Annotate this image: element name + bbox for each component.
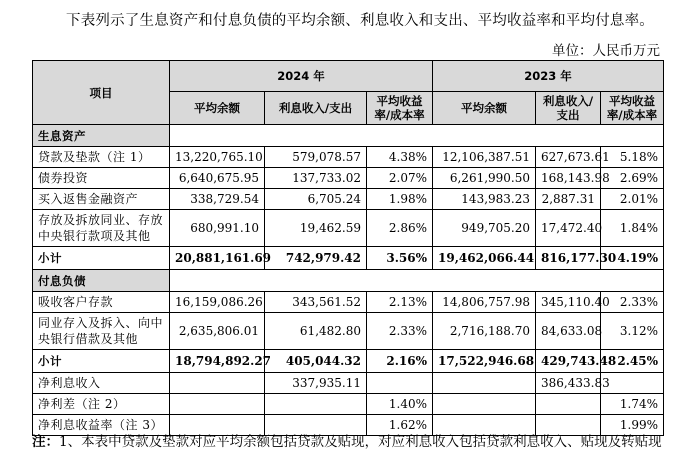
cell-interest-2023: 345,110.40 xyxy=(536,292,601,313)
footnote-text: 1、本表中贷款及垫款对应平均余额包括贷款及贴现，对应利息收入包括贷款利息收入、贴现及转贴现 xyxy=(59,434,662,450)
cell-avg-2024: 20,881,161.69 xyxy=(170,247,265,270)
cell-rate-2024: 1.98% xyxy=(367,189,433,210)
cell-interest-2023: 429,743.48 xyxy=(536,350,601,373)
cell-avg-2023: 143,983.23 xyxy=(433,189,536,210)
subtotal-row-liabilities xyxy=(33,350,664,373)
cell-avg-2024: 16,159,086.26 xyxy=(170,292,265,313)
cell-interest-2023: 816,177.30 xyxy=(536,247,601,270)
cell-interest-2024: 742,979.42 xyxy=(265,247,367,270)
cell-rate-2023: 1.74% xyxy=(601,394,664,415)
header-rate-2023: 平均收益 率/成本率 xyxy=(601,92,664,125)
cell-rate-2023: 1.84% xyxy=(601,210,664,247)
cell-rate-2023: 1.99% xyxy=(601,415,664,436)
header-year-2024: 2024 年 xyxy=(170,61,433,92)
table-row xyxy=(33,313,664,350)
header-rate-2024: 平均收益 率/成本率 xyxy=(367,92,433,125)
cell-rate-2024: 4.38% xyxy=(367,147,433,168)
cell-interest-2023: 386,433.83 xyxy=(536,373,601,394)
table-row xyxy=(33,292,664,313)
cell-rate-2024: 2.33% xyxy=(367,313,433,350)
cell-rate-2023: 2.01% xyxy=(601,189,664,210)
cell-interest-2023: 168,143.98 xyxy=(536,168,601,189)
row-label: 净利息收益率（注 3） xyxy=(33,415,170,436)
cell-interest-2024: 61,482.80 xyxy=(265,313,367,350)
row-label: 同业存入及拆入、向中央银行借款及其他 xyxy=(33,313,170,350)
cell-interest-2023: 627,673.61 xyxy=(536,147,601,168)
cell-rate-2023: 2.33% xyxy=(601,292,664,313)
cell-avg-2023: 12,106,387.51 xyxy=(433,147,536,168)
section-row-liabilities xyxy=(33,270,664,292)
row-label: 净利差（注 2） xyxy=(33,394,170,415)
cell-avg-2023: 19,462,066.44 xyxy=(433,247,536,270)
cell-interest-2024: 579,078.57 xyxy=(265,147,367,168)
cell-rate-2024: 1.40% xyxy=(367,394,433,415)
cell-interest-2024: 405,044.32 xyxy=(265,350,367,373)
cell-interest-2024: 343,561.52 xyxy=(265,292,367,313)
cell-avg-2023: 14,806,757.98 xyxy=(433,292,536,313)
cell-avg-2024: 13,220,765.10 xyxy=(170,147,265,168)
cell-interest-2024: 137,733.02 xyxy=(265,168,367,189)
section-row-assets xyxy=(33,125,664,147)
table-row xyxy=(33,210,664,247)
cell-avg-2023: 2,716,188.70 xyxy=(433,313,536,350)
subtotal-row-assets xyxy=(33,247,664,270)
cell-interest-2023: 84,633.08 xyxy=(536,313,601,350)
cell-avg-2024: 6,640,675.95 xyxy=(170,168,265,189)
cell-avg-2023: 949,705.20 xyxy=(433,210,536,247)
header-avg-2023: 平均余额 xyxy=(433,92,536,125)
cell-rate-2023: 4.19% xyxy=(601,247,664,270)
cell-avg-2024: 18,794,892.27 xyxy=(170,350,265,373)
cell-rate-2023: 2.45% xyxy=(601,350,664,373)
header-year-2023: 2023 年 xyxy=(433,61,664,92)
cell-rate-2024: 2.13% xyxy=(367,292,433,313)
cell-rate-2023: 5.18% xyxy=(601,147,664,168)
header-avg-2024: 平均余额 xyxy=(170,92,265,125)
cell-rate-2024: 3.56% xyxy=(367,247,433,270)
table-row xyxy=(33,189,664,210)
cell-interest-2023: 2,887.31 xyxy=(536,189,601,210)
cell-interest-2023: 17,472.40 xyxy=(536,210,601,247)
row-label: 小计 xyxy=(33,350,170,373)
cell-avg-2024: 2,635,806.01 xyxy=(170,313,265,350)
table-row xyxy=(33,168,664,189)
row-label: 债券投资 xyxy=(33,168,170,189)
table-row xyxy=(33,147,664,168)
net-interest-income-row xyxy=(33,373,664,394)
cell-avg-2024: 680,991.10 xyxy=(170,210,265,247)
cell-avg-2023: 17,522,946.68 xyxy=(433,350,536,373)
cell-avg-2023: 6,261,990.50 xyxy=(433,168,536,189)
cell-rate-2024: 1.62% xyxy=(367,415,433,436)
footnote-head: 注： xyxy=(32,434,59,450)
cell-rate-2023: 2.69% xyxy=(601,168,664,189)
section-title-liabilities: 付息负债 xyxy=(33,270,170,292)
cell-interest-2024: 19,462.59 xyxy=(265,210,367,247)
header-interest-2023: 利息收入/ 支出 xyxy=(536,92,601,125)
row-label: 买入返售金融资产 xyxy=(33,189,170,210)
cell-rate-2024: 2.07% xyxy=(367,168,433,189)
row-label: 存放及拆放同业、存放中央银行款项及其他 xyxy=(33,210,170,247)
cell-rate-2024: 2.86% xyxy=(367,210,433,247)
row-label: 净利息收入 xyxy=(33,373,170,394)
footnote xyxy=(32,430,662,450)
interest-table xyxy=(32,60,664,436)
section-title-assets: 生息资产 xyxy=(33,125,170,147)
net-spread-row xyxy=(33,394,664,415)
row-label: 小计 xyxy=(33,247,170,270)
cell-interest-2024: 337,935.11 xyxy=(265,373,367,394)
intro-text: 下表列示了生息资产和付息负债的平均余额、利息收入和支出、平均收益率和平均付息率。 xyxy=(66,13,654,29)
header-interest-2024: 利息收入/支出 xyxy=(265,92,367,125)
header-item: 项目 xyxy=(33,61,170,125)
row-label: 吸收客户存款 xyxy=(33,292,170,313)
cell-rate-2024: 2.16% xyxy=(367,350,433,373)
unit-label: 单位：人民币万元 xyxy=(552,43,660,59)
cell-avg-2024: 338,729.54 xyxy=(170,189,265,210)
row-label: 贷款及垫款（注 1） xyxy=(33,147,170,168)
cell-interest-2024: 6,705.24 xyxy=(265,189,367,210)
cell-rate-2023: 3.12% xyxy=(601,313,664,350)
